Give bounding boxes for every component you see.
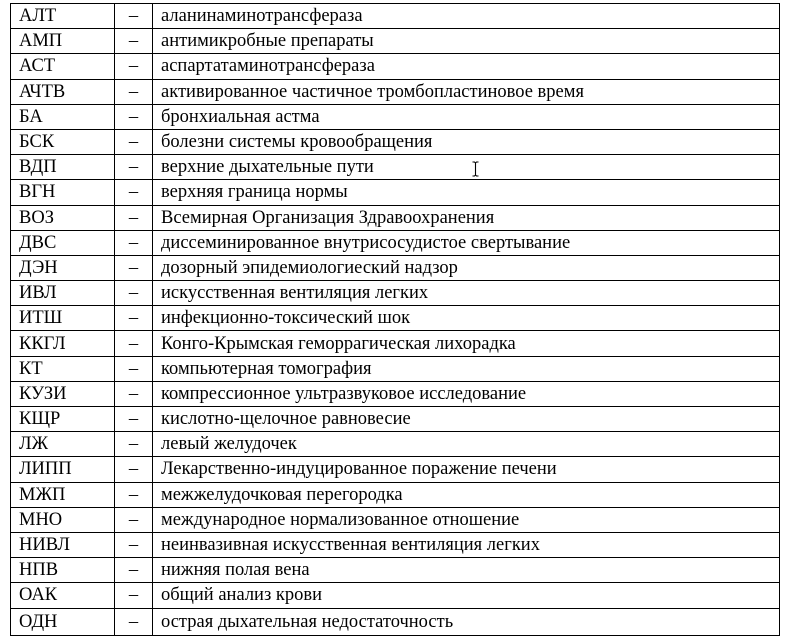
- abbreviation-cell: ДВС: [11, 230, 115, 255]
- definition-cell: болезни системы кровообращения: [153, 129, 780, 154]
- dash-cell: –: [115, 104, 153, 129]
- abbreviation-cell: КЩР: [11, 407, 115, 432]
- abbreviation-cell: МЖП: [11, 482, 115, 507]
- dash-cell: –: [115, 281, 153, 306]
- definition-cell: компьютерная томография: [153, 356, 780, 381]
- definition-cell: левый желудочек: [153, 432, 780, 457]
- definition-cell: дозорный эпидемиологиеский надзор: [153, 255, 780, 280]
- abbreviation-cell: ЛИПП: [11, 457, 115, 482]
- table-row: [11, 507, 780, 532]
- abbreviations-table: [10, 3, 780, 636]
- abbreviation-cell: АЛТ: [11, 4, 115, 29]
- definition-cell: Конго-Крымская геморрагическая лихорадка: [153, 331, 780, 356]
- definition-cell: верхние дыхательные пути: [153, 155, 780, 180]
- abbreviation-cell: НПВ: [11, 558, 115, 583]
- definition-cell: нижняя полая вена: [153, 558, 780, 583]
- table-row: [11, 79, 780, 104]
- dash-cell: –: [115, 4, 153, 29]
- definition-cell: искусственная вентиляция легких: [153, 281, 780, 306]
- dash-cell: –: [115, 306, 153, 331]
- dash-cell: –: [115, 331, 153, 356]
- abbreviation-cell: КТ: [11, 356, 115, 381]
- definition-cell: диссеминированное внутрисосудистое свертывание: [153, 230, 780, 255]
- abbreviation-cell: АМП: [11, 29, 115, 54]
- abbreviation-cell: ДЭН: [11, 255, 115, 280]
- definition-cell: компрессионное ультразвуковое исследование: [153, 381, 780, 406]
- dash-cell: –: [115, 608, 153, 635]
- definition-cell: аланинаминотрансфераза: [153, 4, 780, 29]
- abbreviation-cell: ВГН: [11, 180, 115, 205]
- table-row: [11, 356, 780, 381]
- dash-cell: –: [115, 532, 153, 557]
- definition-cell: верхняя граница нормы: [153, 180, 780, 205]
- abbreviation-cell: БСК: [11, 129, 115, 154]
- i-beam-cursor-icon: [471, 161, 480, 177]
- abbreviation-cell: ВДП: [11, 155, 115, 180]
- dash-cell: –: [115, 180, 153, 205]
- dash-cell: –: [115, 457, 153, 482]
- dash-cell: –: [115, 583, 153, 608]
- dash-cell: –: [115, 205, 153, 230]
- dash-cell: –: [115, 507, 153, 532]
- table-row: [11, 407, 780, 432]
- definition-cell: бронхиальная астма: [153, 104, 780, 129]
- dash-cell: –: [115, 432, 153, 457]
- abbreviation-cell: КУЗИ: [11, 381, 115, 406]
- dash-cell: –: [115, 129, 153, 154]
- table-row: [11, 205, 780, 230]
- abbreviation-cell: БА: [11, 104, 115, 129]
- definition-cell: активированное частичное тромбопластиновое время: [153, 79, 780, 104]
- table-row: [11, 281, 780, 306]
- table-row: [11, 29, 780, 54]
- abbreviation-cell: ИТШ: [11, 306, 115, 331]
- definition-cell: антимикробные препараты: [153, 29, 780, 54]
- dash-cell: –: [115, 54, 153, 79]
- definition-cell: межжелудочковая перегородка: [153, 482, 780, 507]
- table-row: [11, 155, 780, 180]
- table-row: [11, 255, 780, 280]
- dash-cell: –: [115, 79, 153, 104]
- abbreviation-cell: ВОЗ: [11, 205, 115, 230]
- definition-cell: аспартатаминотрансфераза: [153, 54, 780, 79]
- dash-cell: –: [115, 381, 153, 406]
- definition-cell: международное нормализованное отношение: [153, 507, 780, 532]
- abbreviation-cell: ЛЖ: [11, 432, 115, 457]
- table-row: [11, 180, 780, 205]
- abbreviation-cell: ОДН: [11, 608, 115, 635]
- definition-cell: Лекарственно-индуцированное поражение печени: [153, 457, 780, 482]
- dash-cell: –: [115, 407, 153, 432]
- table-row: [11, 558, 780, 583]
- table-row: [11, 54, 780, 79]
- abbreviation-cell: ИВЛ: [11, 281, 115, 306]
- table-row: [11, 457, 780, 482]
- abbreviation-cell: АСТ: [11, 54, 115, 79]
- table-row: [11, 583, 780, 608]
- definition-cell: кислотно-щелочное равновесие: [153, 407, 780, 432]
- dash-cell: –: [115, 155, 153, 180]
- table-row: [11, 331, 780, 356]
- dash-cell: –: [115, 356, 153, 381]
- abbreviations-table-body: [11, 4, 780, 636]
- table-row: [11, 306, 780, 331]
- definition-cell: неинвазивная искусственная вентиляция легких: [153, 532, 780, 557]
- abbreviation-cell: ККГЛ: [11, 331, 115, 356]
- definition-cell: общий анализ крови: [153, 583, 780, 608]
- abbreviation-cell: МНО: [11, 507, 115, 532]
- dash-cell: –: [115, 558, 153, 583]
- dash-cell: –: [115, 482, 153, 507]
- table-row: [11, 230, 780, 255]
- table-row: [11, 432, 780, 457]
- definition-cell: Всемирная Организация Здравоохранения: [153, 205, 780, 230]
- abbreviation-cell: АЧТВ: [11, 79, 115, 104]
- abbreviation-cell: ОАК: [11, 583, 115, 608]
- table-row: [11, 4, 780, 29]
- table-row: [11, 129, 780, 154]
- dash-cell: –: [115, 230, 153, 255]
- table-row: [11, 532, 780, 557]
- table-row: [11, 104, 780, 129]
- dash-cell: –: [115, 29, 153, 54]
- definition-cell: острая дыхательная недостаточность: [153, 608, 780, 635]
- dash-cell: –: [115, 255, 153, 280]
- abbreviation-cell: НИВЛ: [11, 532, 115, 557]
- table-row: [11, 608, 780, 635]
- table-row: [11, 381, 780, 406]
- definition-cell: инфекционно-токсический шок: [153, 306, 780, 331]
- table-row: [11, 482, 780, 507]
